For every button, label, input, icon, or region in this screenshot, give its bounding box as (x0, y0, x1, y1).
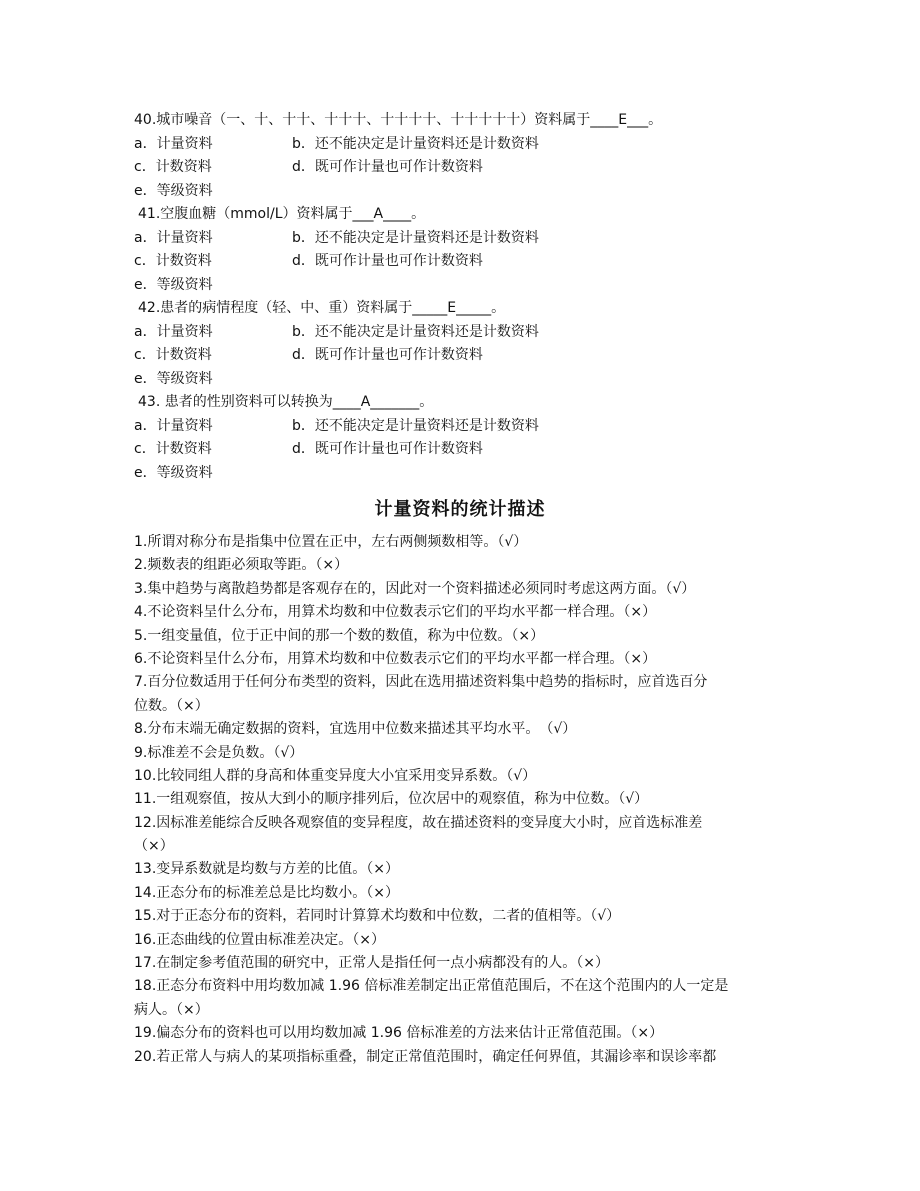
statement-line: 16.正态曲线的位置由标准差决定。（×） (134, 931, 385, 948)
statement-line: 11.一组观察值，按从大到小的顺序排列后，位次居中的观察值，称为中位数。（√） (134, 791, 649, 808)
option-a: a．计量资料 (134, 229, 213, 246)
statement-line: 3.集中趋势与离散趋势都是客观存在的，因此对一个资料描述必须同时考虑这两方面。（√） (134, 580, 696, 597)
statement-line: 4.不论资料呈什么分布，用算术均数和中位数表示它们的平均水平都一样合理。（×） (134, 604, 657, 621)
question-stem: 43. 患者的性别资料可以转换为____A_______。 (138, 394, 434, 410)
statement-line: 13.变异系数就是均数与方差的比值。（×） (134, 861, 399, 878)
statement-line: 8.分布末端无确定数据的资料，宜选用中位数来描述其平均水平。 （√） (134, 721, 577, 738)
option-row (134, 438, 814, 462)
section-title: 计量资料的统计描述 (374, 499, 546, 520)
question-stem: 41.空腹血糖（mmol/L）资料属于___A____。 (138, 206, 426, 222)
statement-line: 14.正态分布的标准差总是比均数小。（×） (134, 884, 399, 901)
option-row (134, 415, 814, 439)
option-row (134, 227, 814, 251)
option-c: c．计数资料 (134, 159, 212, 175)
statement-line: 20.若正常人与病人的某项指标重叠，制定正常值范围时，确定任何界值，其漏诊率和误诊率都 (134, 1048, 717, 1065)
statement-line: 10.比较同组人群的身高和体重变异度大小宜采用变异系数。（√） (134, 767, 537, 784)
option-b: b．还不能决定是计量资料还是计数资料 (292, 323, 539, 340)
option-b: b．还不能决定是计量资料还是计数资料 (292, 417, 539, 434)
option-e: e．等级资料 (134, 370, 213, 387)
statement-line: 6.不论资料呈什么分布，用算术均数和中位数表示它们的平均水平都一样合理。（×） (134, 650, 657, 667)
statement-line: 5.一组变量值，位于正中间的那一个数的数值，称为中位数。（×） (134, 627, 545, 644)
option-b: b．还不能决定是计量资料还是计数资料 (292, 135, 539, 152)
option-b: b．还不能决定是计量资料还是计数资料 (292, 229, 539, 246)
option-row (134, 321, 814, 345)
statement-line: 2.频数表的组距必须取等距。（×） (134, 557, 349, 574)
question-stem: 42.患者的病情程度（轻、中、重）资料属于_____E_____。 (138, 300, 506, 316)
option-e: e．等级资料 (134, 464, 213, 481)
option-d: d．既可作计量也可作计数资料 (292, 347, 483, 363)
option-row (134, 133, 814, 157)
option-c: c．计数资料 (134, 347, 212, 363)
option-a: a．计量资料 (134, 417, 213, 434)
option-a: a．计量资料 (134, 323, 213, 340)
statement-line: 位数。（×） (134, 697, 209, 714)
statement-line: 19.偏态分布的资料也可以用均数加减 1.96 倍标准差的方法来估计正常值范围。（×） (134, 1025, 664, 1042)
option-e: e．等级资料 (134, 276, 213, 293)
option-row (134, 156, 814, 180)
option-e: e．等级资料 (134, 182, 213, 199)
option-c: c．计数资料 (134, 253, 212, 269)
option-c: c．计数资料 (134, 441, 212, 457)
statement-line: 17.在制定参考值范围的研究中，正常人是指任何一点小病都没有的人。（×） (134, 955, 609, 972)
option-a: a．计量资料 (134, 135, 213, 152)
statement-line: 1.所谓对称分布是指集中位置在正中，左右两侧频数相等。（√） (134, 534, 528, 550)
statement-line: 病人。（×） (134, 1001, 209, 1018)
option-row (134, 250, 814, 274)
statement-line: （×） (134, 838, 174, 855)
option-row (134, 344, 814, 368)
statement-line: 18.正态分布资料中用均数加减 1.96 倍标准差制定出正常值范围后，不在这个范围内的人一定是 (134, 978, 729, 995)
option-d: d．既可作计量也可作计数资料 (292, 159, 483, 175)
true-false-statements (134, 531, 789, 1069)
choice-questions (134, 109, 814, 485)
question-stem: 40.城市噪音（一、十、十十、十十十、十十十十、十十十十十）资料属于____E___。 (134, 112, 663, 128)
statement-line: 12.因标准差能综合反映各观察值的变异程度，故在描述资料的变异度大小时，应首选标准差 (134, 814, 703, 831)
statement-line: 15.对于正态分布的资料，若同时计算算术均数和中位数，二者的值相等。（√） (134, 908, 621, 925)
option-d: d．既可作计量也可作计数资料 (292, 253, 483, 269)
statement-line: 7.百分位数适用于任何分布类型的资料，因此在选用描述资料集中趋势的指标时，应首选百分 (134, 674, 708, 691)
option-d: d．既可作计量也可作计数资料 (292, 441, 483, 457)
statement-line: 9.标准差不会是负数。（√） (134, 744, 304, 761)
